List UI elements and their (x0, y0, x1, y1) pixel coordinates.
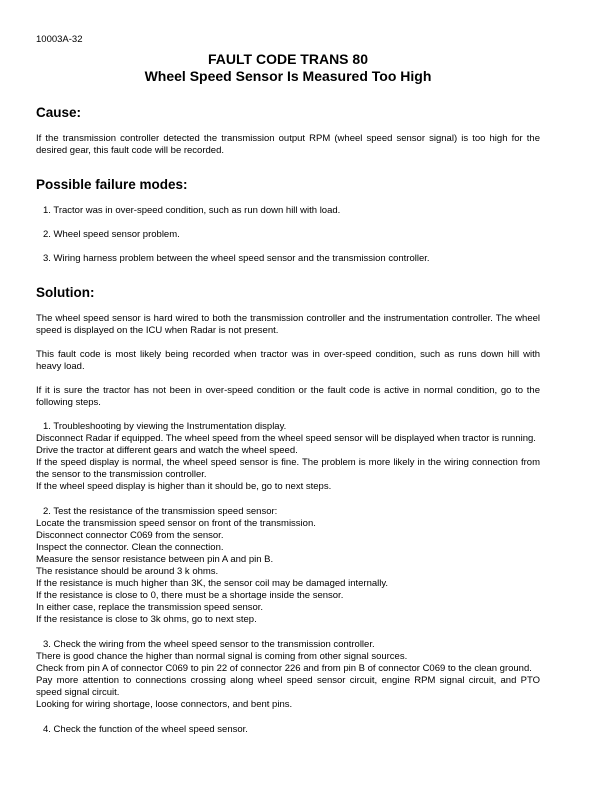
step-line: Check from pin A of connector C069 to pin 22 of connector 226 and from pin B of connector C069 to the clean ground. (36, 663, 532, 674)
step-line: The resistance should be around 3 k ohms. (36, 566, 219, 577)
page-subtitle: Wheel Speed Sensor Is Measured Too High (144, 68, 432, 84)
step-line: Locate the transmission speed sensor on front of the transmission. (36, 518, 316, 529)
step-line: There is good chance the higher than normal signal is coming from other signal sources. (36, 651, 408, 662)
step-line: If the resistance is much higher than 3K, the sensor coil may be damaged internally. (36, 578, 389, 589)
step-line: Disconnect Radar if equipped. The wheel speed from the wheel speed sensor will be displayed when tractor is running. (36, 433, 536, 444)
failure-mode-item: 3. Wiring harness problem between the wheel speed sensor and the transmission controller. (43, 253, 430, 264)
step-line: If the resistance is close to 0, there must be a shortage inside the sensor. (36, 590, 344, 601)
solution-heading: Solution: (36, 285, 95, 300)
cause-text: If the transmission controller detected the transmission output RPM (wheel speed sensor signal) is too high for the desired gear, this fault code will be recorded. (36, 133, 540, 156)
cause-heading: Cause: (36, 105, 82, 120)
failure-modes-heading: Possible failure modes: (36, 177, 188, 192)
step-line: Looking for wiring shortage, loose connectors, and bent pins. (36, 699, 293, 710)
document-id: 10003A-32 (36, 34, 83, 45)
step-heading: 2. Test the resistance of the transmission speed sensor: (43, 506, 278, 517)
solution-paragraph: This fault code is most likely being recorded when tractor was in over-speed condition, such as runs down hill with heavy load. (36, 349, 540, 372)
step-heading: 1. Troubleshooting by viewing the Instrumentation display. (43, 421, 287, 432)
step-line: Measure the sensor resistance between pin A and pin B. (36, 554, 274, 565)
step-4 (36, 724, 540, 736)
step-line: Drive the tractor at different gears and watch the wheel speed. (36, 445, 298, 456)
failure-mode-item: 2. Wheel speed sensor problem. (43, 229, 180, 240)
step-heading: 4. Check the function of the wheel speed sensor. (43, 724, 248, 735)
step-line: Inspect the connector. Clean the connection. (36, 542, 224, 553)
step-line: Pay more attention to connections crossing along wheel speed sensor circuit, engine RPM signal circuit, and PTO speed signal circuit. (36, 675, 540, 698)
solution-paragraph: The wheel speed sensor is hard wired to both the transmission controller and the instrumentation controller. The wheel speed is displayed on the ICU when Radar is not present. (36, 313, 540, 336)
step-line: If the wheel speed display is higher than it should be, go to next steps. (36, 481, 332, 492)
document-page (36, 34, 540, 749)
step-line: If the resistance is close to 3k ohms, go to next step. (36, 614, 257, 625)
page-title: FAULT CODE TRANS 80 (208, 51, 368, 67)
step-3 (36, 639, 540, 711)
step-line: If the speed display is normal, the wheel speed sensor is fine. The problem is more likely in the wiring connection from the sensor to the transmission controller. (36, 457, 540, 480)
solution-paragraph: If it is sure the tractor has not been in over-speed condition or the fault code is active in normal condition, go to the following steps. (36, 385, 540, 408)
step-1 (36, 421, 540, 493)
step-heading: 3. Check the wiring from the wheel speed sensor to the transmission controller. (43, 639, 375, 650)
step-line: In either case, replace the transmission speed sensor. (36, 602, 264, 613)
step-line: Disconnect connector C069 from the sensor. (36, 530, 224, 541)
step-2 (36, 506, 540, 626)
failure-mode-item: 1. Tractor was in over-speed condition, such as run down hill with load. (43, 205, 341, 216)
